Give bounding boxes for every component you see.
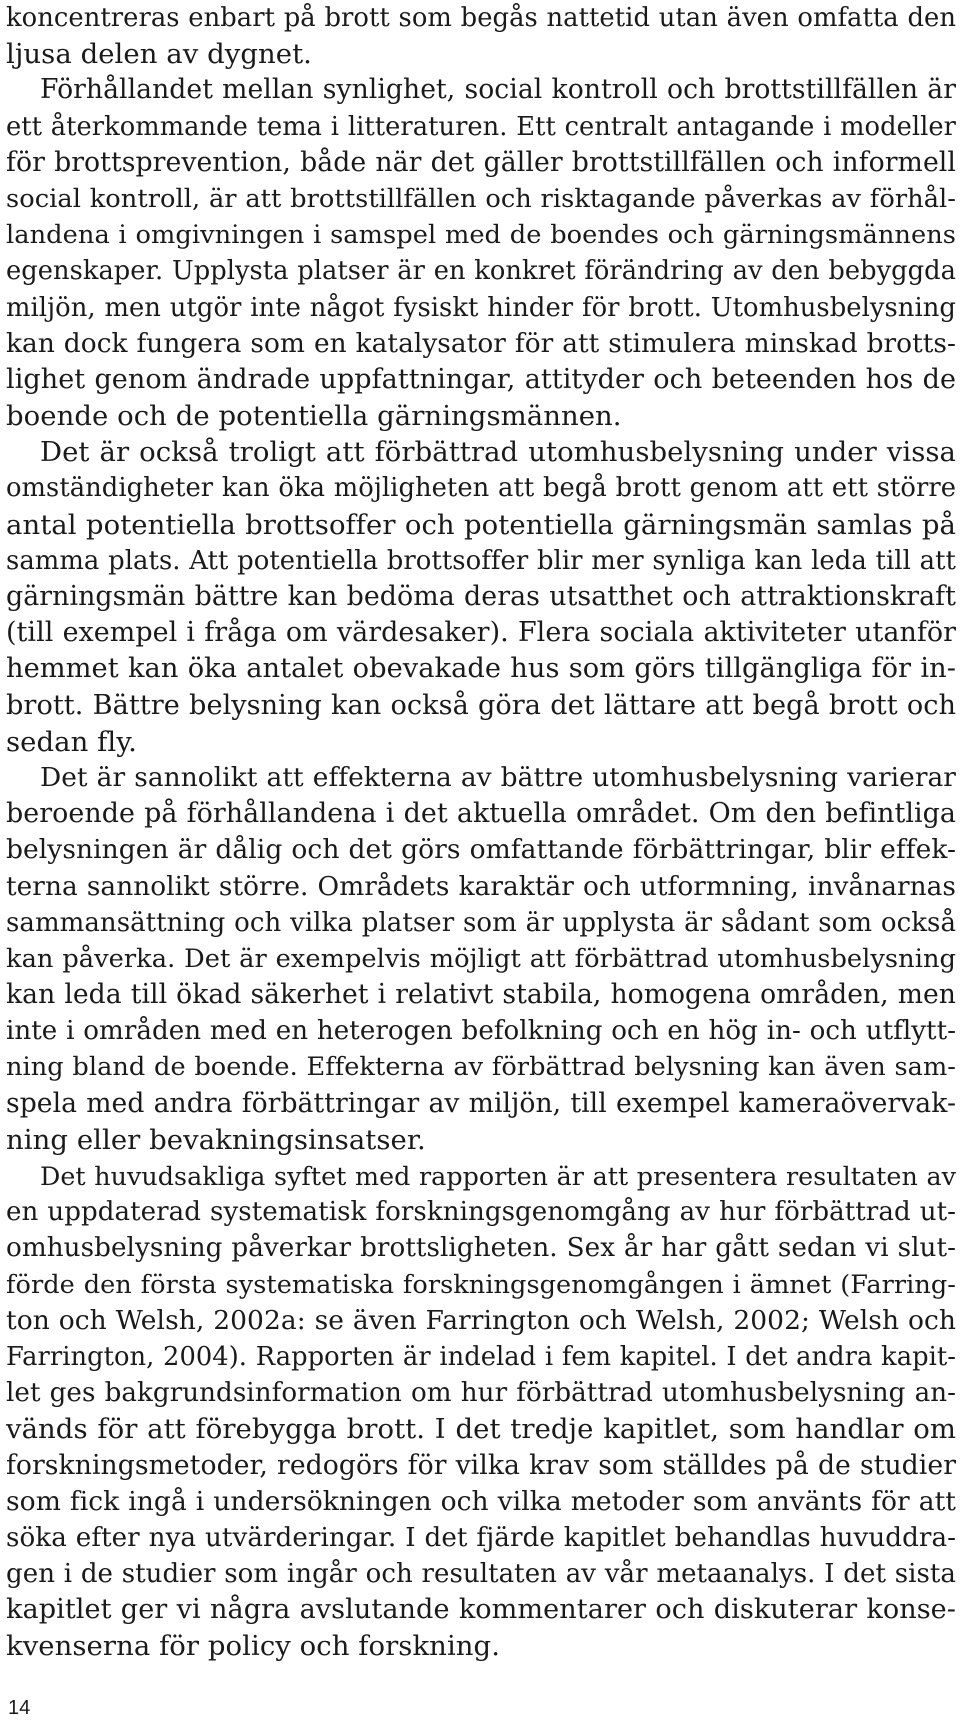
text-line: kan påverka. Det är exempelvis möjligt att förbättrad utomhusbelysning — [6, 943, 956, 974]
paragraph-5 — [6, 1158, 956, 1665]
text-line: för brottsprevention, både när det gäller brottstillfällen och informell — [6, 146, 956, 178]
text-line: spela med andra förbättringar av miljön, till exempel kameraövervak- — [6, 1087, 956, 1119]
text-line: Det är också troligt att förbättrad utomhusbelysning under vissa — [40, 436, 956, 469]
paragraph-2 — [6, 72, 956, 434]
text-line: belysningen är dålig och det görs omfattande förbättringar, blir effek- — [6, 834, 956, 866]
text-line: ljusa delen av dygnet. — [6, 38, 312, 71]
text-line: beroende på förhållandena i det aktuella området. Om den befintliga — [6, 798, 956, 830]
text-line: antal potentiella brottsoffer och potentiella gärningsmän samlas på — [6, 508, 956, 541]
paragraph-1 — [6, 0, 956, 72]
text-line: en uppdaterad systematisk forskningsgenomgång av hur förbättrad ut- — [6, 1197, 956, 1228]
text-line: samma plats. Att potentiella brottsoffer blir mer synliga kan leda till att — [6, 545, 956, 576]
text-line: kvenserna för policy och forskning. — [6, 1630, 500, 1663]
text-line: brott. Bättre belysning kan också göra det lättare att begå brott och — [6, 689, 956, 721]
text-line: Det är sannolikt att effekterna av bättre utomhusbelysning varierar — [40, 761, 956, 793]
text-line: egenskaper. Upplysta platser är en konkret förändring av den bebyggda — [6, 256, 956, 287]
text-line: Det huvudsakliga syftet med rapporten är att presentera resultaten av — [40, 1161, 956, 1191]
text-line: sedan fly. — [6, 725, 137, 758]
text-line: Farrington, 2004). Rapporten är indelad i fem kapitel. I det andra kapit- — [6, 1341, 956, 1372]
text-line: sammansättning och vilka platser som är upplysta är sådant som också — [6, 907, 956, 938]
text-line: förde den första systematiska forskningsgenomgången i ämnet (Farring- — [6, 1269, 956, 1300]
text-line: hemmet kan öka antalet obevakade hus som görs tillgängliga för in- — [6, 653, 956, 685]
text-line: koncentreras enbart på brott som begås nattetid utan även omfatta den — [6, 3, 956, 33]
text-line: söka efter nya utvärderingar. I det fjärde kapitlet behandlas huvuddra- — [6, 1522, 956, 1553]
text-line: miljön, men utgör inte något fysiskt hinder för brott. Utomhusbelysning — [6, 292, 956, 323]
text-line: ning bland de boende. Effekterna av förbättrad belysning kan även sam- — [6, 1052, 956, 1083]
text-line: Förhållandet mellan synlighet, social kontroll och brottstillfällen är — [40, 74, 956, 106]
text-line: forskningsmetoder, redogörs för vilka krav som ställdes på de studier — [6, 1449, 956, 1481]
text-line: social kontroll, är att brottstillfällen och risktagande påverkas av förhål- — [6, 183, 956, 214]
text-line: ning eller bevakningsinsatser. — [6, 1123, 426, 1156]
text-line: som fick ingå i undersökningen och vilka metoder som använts för att — [6, 1485, 956, 1517]
text-line: omständigheter kan öka möjligheten att begå brott genom att ett större — [6, 473, 956, 504]
text-line: vänds för att förebygga brott. I det tredje kapitlet, som handlar om — [6, 1413, 956, 1446]
paragraph-4 — [6, 760, 956, 1158]
text-line: landena i omgivningen i samspel med de boendes och gärningsmännens — [6, 220, 956, 251]
document-page — [6, 0, 956, 1665]
text-line: gärningsmän bättre kan bedöma deras utsatthet och attraktionskraft — [6, 581, 956, 612]
text-line: (till exempel i fråga om värdesaker). Flera sociala aktiviteter utanför — [6, 617, 956, 649]
text-line: inte i områden med en heterogen befolkning och en hög in- och utflytt- — [6, 1016, 956, 1047]
page-number: 14 — [8, 1697, 31, 1719]
text-line: kan leda till ökad säkerhet i relativt stabila, homogena områden, men — [6, 979, 956, 1011]
text-line: ett återkommande tema i litteraturen. Ett centralt antagande i modeller — [6, 111, 956, 142]
text-line: boende och de potentiella gärningsmännen. — [6, 400, 622, 433]
paragraph-3 — [6, 434, 956, 760]
text-line: ton och Welsh, 2002a: se även Farrington och Welsh, 2002; Welsh och — [6, 1304, 956, 1336]
text-line: gen i de studier som ingår och resultaten av vår metaanalys. I det sista — [6, 1559, 956, 1590]
text-line: kan dock fungera som en katalysator för att stimulera minskad brotts- — [6, 327, 956, 359]
text-line: let ges bakgrundsinformation om hur förbättrad utomhusbelysning an- — [6, 1378, 956, 1409]
text-line: terna sannolikt större. Områdets karaktär och utformning, invånarnas — [6, 871, 956, 902]
text-line: kapitlet ger vi några avslutande kommentarer och diskuterar konse- — [6, 1594, 956, 1626]
text-line: omhusbelysning påverkar brottsligheten. Sex år har gått sedan vi slut- — [6, 1233, 956, 1264]
text-line: lighet genom ändrade uppfattningar, attityder och beteenden hos de — [6, 363, 956, 395]
